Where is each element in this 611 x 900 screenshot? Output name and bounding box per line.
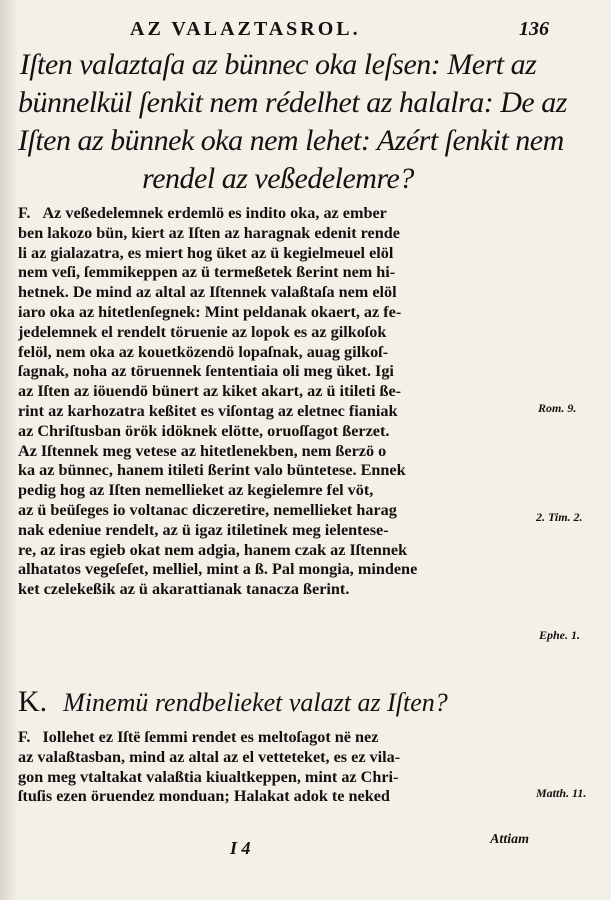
text-line: az valaßtasban, mind az altal az el vetteteket, es ez vila- xyxy=(18,747,401,766)
text-line: ſtuſis ezen öruendez monduan; Halakat adok te neked xyxy=(18,787,390,806)
question-heading xyxy=(18,46,567,198)
text-line-content: Iollehet ez Iſtë ſemmi rendet es meltoſagot në nez xyxy=(42,728,379,746)
answer-marker: F. xyxy=(18,728,31,746)
text-line-content: Az veßedelemnek erdemlö es indito oka, az ember xyxy=(42,204,387,222)
gutter-shadow xyxy=(0,0,18,900)
text-line: gon meg vtaltakat valaßtia kiualtkeppen, mint az Chri- xyxy=(18,767,399,786)
text-line: az ü beüſeges io voltanac diczeretire, nemellieket harag xyxy=(18,500,397,519)
text-line: az Iſten az iöuendö bünert az kiket akart, az ü itileti ße- xyxy=(18,382,402,401)
question-line: Iſten az bünnek oka nem lehet: Azért ſenkit nem xyxy=(18,124,564,157)
question-line: rendel az veßedelemre? xyxy=(142,162,414,195)
text-line: iaro oka az hitetlenſegnek: Mint peldanak okaert, az fe- xyxy=(18,302,402,321)
text-line: az Chriſtusban örök idöknek elötte, oruoſſagot ßerzet. xyxy=(18,421,390,440)
answer-paragraph-2 xyxy=(18,728,538,807)
text-line: ka az bünnec, hanem itileti ßerint valo büntetese. Ennek xyxy=(18,461,406,480)
text-line: felöl, nem oka az kouetközendö lopaſnak, auag gilkoſ- xyxy=(18,342,389,361)
answer-marker: F. xyxy=(18,204,31,222)
text-line: nem veſi, ſemmikeppen az ü termeßetek ßerint nem hi- xyxy=(18,263,396,282)
margin-reference: Matth. 11. xyxy=(536,786,587,800)
text-line: nak edeniue rendelt, az ü igaz itiletinek meg ielentese- xyxy=(18,520,389,539)
running-head: AZ VALAZTASROL. xyxy=(130,18,361,40)
text-line: hetnek. De mind az altal az Iſtennek valaßtaſa nem elöl xyxy=(18,283,397,302)
text-line xyxy=(18,728,538,748)
margin-reference: Ephe. 1. xyxy=(539,628,581,642)
text-line: alhatatos vegeſeſet, melliel, mint a ß. Pal mongia, mindene xyxy=(18,560,418,579)
text-line: ſagnak, noha az töruennek ſententiaia oli meg üket. Igi xyxy=(18,362,394,381)
question-marker: K. xyxy=(18,685,48,718)
catchword: Attiam xyxy=(490,832,529,847)
text-line: Az Iſtennek meg vetese az hitetlenekben, nem ßerzö o xyxy=(18,441,387,460)
text-line: jedelemnek el rendelt töruenie az lopok es az gilkoſok xyxy=(18,322,387,341)
text-line: li az gialazatra, es miert hog üket az ü kegielmeuel elöl xyxy=(18,243,394,262)
question-line: bünnelkül ſenkit nem rédelhet az halalra: De az xyxy=(18,86,567,119)
margin-reference: 2. Tim. 2. xyxy=(536,510,583,524)
question-text: Minemü rendbelieket valazt az Iſten? xyxy=(63,688,448,717)
question-heading-2 xyxy=(18,686,538,719)
answer-paragraph xyxy=(18,204,538,600)
text-line: pedig hog az Iſten nemellieket az kegielemre fel vöt, xyxy=(18,481,374,500)
page-number: 136 xyxy=(519,18,549,40)
text-line: ket czelekeßik az ü akarattianak tanacza ßerint. xyxy=(18,580,350,599)
signature-mark: I 4 xyxy=(230,838,251,858)
text-line xyxy=(18,204,538,224)
text-line: rint az karhozatra keßitet es viſontag az eletnec fianiak xyxy=(18,401,398,420)
text-line: re, az iras egieb okat nem adgia, hanem czak az Iſtennek xyxy=(18,540,408,559)
text-line: ben lakozo bün, kiert az Iſten az haragnak edenit rende xyxy=(18,223,400,242)
margin-reference: Rom. 9. xyxy=(538,401,577,415)
question-line: Iſten valaztaſa az bünnec oka leſsen: Mert az xyxy=(19,48,537,81)
